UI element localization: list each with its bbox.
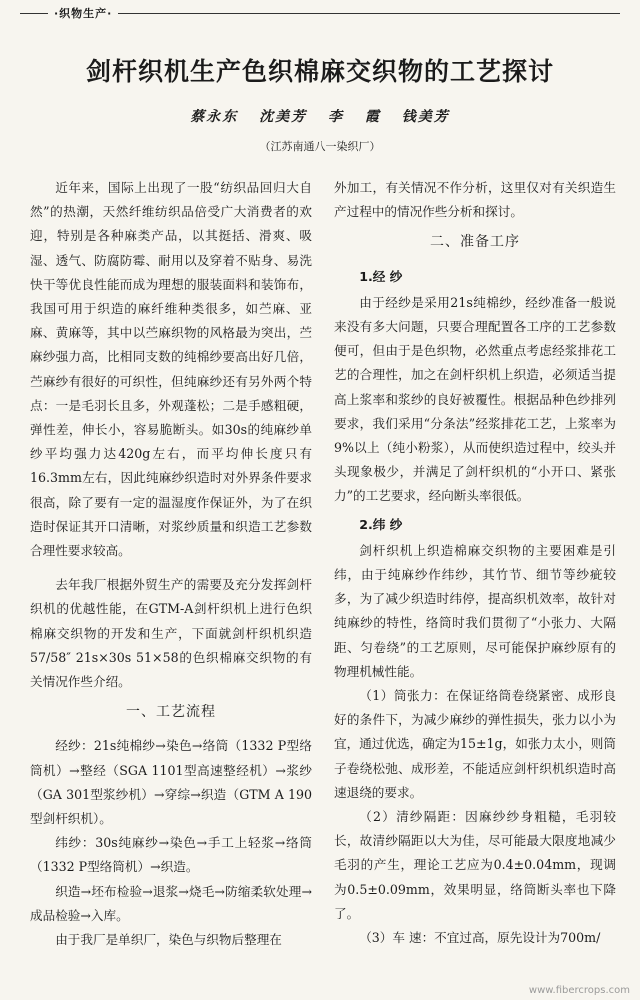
intro-paragraph: 近年来，国际上出现了一股“纺织品回归大自然”的热潮，天然纤维纺织品倍受广大消费者的欢迎，特别是各种麻类产品，以其挺括、滑爽、吸湿、透气、防腐防霉、耐用以及穿着不贴身、易洗快干等优良性能而成为理想的服装面料和装饰布，我国可用于织造的麻纤维种类很多，如苎麻、亚麻、黄麻等，其中以苎麻织物的风格最为突出，苎麻纱强力高，比相同支数的纯棉纱要高出好几倍，苎麻纱有很好的可织性，但纯麻纱还有另外两个特点：一是毛羽长且多，外观蓬松；二是手感粗硬，弹性差，伸长小，容易脆断头。如30s的纯麻纱单纱平均强力达420g左右，而平均伸长度只有16.3mm左右，因此纯麻纱织造时对外界条件要求很高，除了要有一定的温湿度作保证外，为了在织造时保证其开口清晰，对浆纱质量和织造工艺参数合理性要求较高。 — [30, 180, 312, 559]
article-title: 剑杆织机生产色织棉麻交织物的工艺探讨 — [85, 57, 554, 86]
background-paragraph: 去年我厂根据外贸生产的需要及充分发挥剑杆织机的优越性能，在GTM-A剑杆织机上进行色织棉麻交织物的开发和生产，下面就剑杆织机织造57/58″ 21s×30s 51×58的色织棉麻交织物的有关情况作些介绍。 — [30, 577, 312, 690]
section-label: ·织物生产· — [54, 7, 113, 20]
source-watermark: www.fibercrops.com — [528, 985, 630, 996]
warp-flow-paragraph: 经纱：21s纯棉纱→染色→络筒（1332 P型络筒机）→整经（SGA 1101型高速整经机）→浆纱（GA 301型浆纱机）→穿综→织造（GTM A 190型剑杆织机）。 — [30, 738, 312, 827]
tension-paragraph: （1）筒张力：在保证络筒卷绕紧密、成形良好的条件下，为减少麻纱的弹性损失，张力以小为宜，通过优选，确定为15±1g，如张力太小，则筒子卷绕松弛、成形差，不能适应剑杆织机织造时高速退绕的要求。 — [334, 688, 616, 800]
right-column — [334, 176, 616, 950]
finishing-flow-paragraph: 织造→坯布检验→退浆→烧毛→防缩柔软处理→成品检验→入库。 — [30, 883, 312, 923]
continuation-paragraph: 由于我厂是单织厂，染色与织物后整理在 — [55, 932, 282, 948]
author-affiliation: （江苏南通八一染织厂） — [259, 140, 381, 153]
header-rule-left — [20, 13, 48, 14]
article-authors: 蔡永东 沈美芳 李 霞 钱美芳 — [190, 109, 450, 125]
subheading-weft: 2.纬 纱 — [359, 516, 403, 532]
subheading-warp: 1.经 纱 — [359, 268, 403, 284]
weft-flow-paragraph: 纬纱：30s纯麻纱→染色→手工上轻浆→络筒（1332 P型络筒机）→织造。 — [30, 835, 312, 875]
continued-paragraph: 外加工，有关情况不作分析，这里仅对有关织造生产过程中的情况作些分析和探讨。 — [334, 180, 616, 220]
warp-paragraph: 由于经纱是采用21s纯棉纱，经纱准备一般说来没有多大问题，只要合理配置各工序的工艺参数便可，但由于是色织物，必然重点考虑经浆排花工艺的合理性，加之在剑杆织机上织造，必须适当提高上浆率和浆纱的良好被覆性。根据品种色纱排列要求，我们采用“分条法”经浆排花工艺，上浆率为9%以上（纯小粉浆），从而使织造过程中，绞头并头现象极少，并满足了剑杆织机的“小开口、紧张力”的工艺要求，经向断头率很低。 — [334, 294, 616, 504]
section-heading-process-flow: 一、工艺流程 — [126, 704, 216, 721]
journal-section-header — [20, 6, 620, 20]
section-heading-preparation: 二、准备工序 — [430, 234, 520, 251]
left-column — [30, 176, 312, 952]
header-rule-right — [118, 13, 620, 14]
clearer-gauge-paragraph: （2）清纱隔距：因麻纱纱身粗糙，毛羽较长，故清纱隔距以大为佳，尽可能最大限度地减少毛羽的产生，理论工艺应为0.4±0.04mm，现调为0.5±0.09mm，效果明显，络筒断头率也下降了。 — [334, 809, 616, 921]
speed-paragraph: （3）车 速：不宜过高，原先设计为700m/ — [359, 930, 601, 946]
weft-paragraph: 剑杆织机上织造棉麻交织物的主要困难是引纬，由于纯麻纱作纬纱，其竹节、细节等纱疵较多，为了减少织造时纬停，提高织机效率，故针对纯麻纱的特性，络筒时我们贯彻了“小张力、大隔距、匀卷绕”的工艺原则，尽可能保护麻纱原有的物理机械性能。 — [334, 542, 616, 679]
